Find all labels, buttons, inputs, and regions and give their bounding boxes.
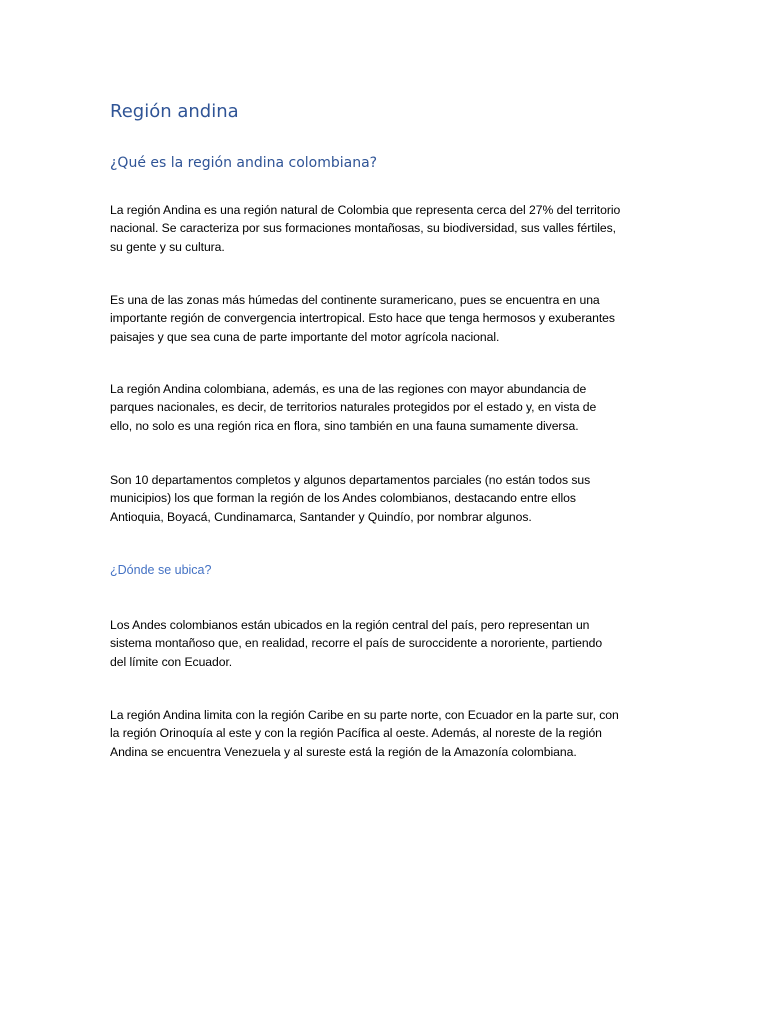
paragraph-line: municipios) los que forman la región de los Andes colombianos, destacando entre ellos	[110, 491, 576, 506]
paragraph-line: Andina se encuentra Venezuela y al sureste está la región de la Amazonía colombiana.	[110, 744, 577, 759]
paragraph-5	[110, 616, 662, 671]
paragraph-line: La región Andina limita con la región Caribe en su parte norte, con Ecuador en la parte sur, con	[110, 708, 619, 722]
paragraph-line: Antioquia, Boyacá, Cundinamarca, Santander y Quindío, por nombrar algunos.	[110, 509, 532, 524]
paragraph-line: Son 10 departamentos completos y algunos departamentos parciales (no están todos sus	[110, 473, 591, 487]
paragraph-line: Es una de las zonas más húmedas del continente suramericano, pues se encuentra en una	[110, 293, 600, 307]
paragraph-1	[110, 201, 662, 256]
paragraph-line: su gente y su cultura.	[110, 239, 225, 254]
paragraph-line: del límite con Ecuador.	[110, 654, 233, 669]
paragraph-line: nacional. Se caracteriza por sus formaciones montañosas, su biodiversidad, sus valles fértiles,	[110, 221, 617, 236]
paragraph-6	[110, 706, 662, 761]
page-title: Región andina	[110, 101, 239, 122]
paragraph-line: La región Andina colombiana, además, es una de las regiones con mayor abundancia de	[110, 382, 587, 396]
paragraph-line: parques nacionales, es decir, de territorios naturales protegidos por el estado y, en vista de	[110, 400, 597, 415]
paragraph-line: la región Orinoquía al este y con la región Pacífica al oeste. Además, al noreste de la región	[110, 726, 602, 741]
paragraph-line: Los Andes colombianos están ubicados en la región central del país, pero representan un	[110, 618, 590, 632]
paragraph-line: sistema montañoso que, en realidad, recorre el país de suroccidente a nororiente, partiendo	[110, 636, 603, 651]
paragraph-line: importante región de convergencia intertropical. Esto hace que tenga hermosos y exuberantes	[110, 311, 615, 326]
paragraph-3	[110, 380, 662, 435]
paragraph-line: paisajes y que sea cuna de parte importante del motor agrícola nacional.	[110, 329, 500, 344]
paragraph-line: ello, no solo es una región rica en flora, sino también en una fauna sumamente diversa.	[110, 418, 579, 433]
section-heading-where: ¿Dónde se ubica?	[110, 563, 212, 577]
paragraph-4	[110, 471, 662, 526]
paragraph-line: La región Andina es una región natural de Colombia que representa cerca del 27% del territorio	[110, 203, 621, 217]
paragraph-2	[110, 291, 662, 346]
section-heading-what: ¿Qué es la región andina colombiana?	[110, 155, 378, 171]
